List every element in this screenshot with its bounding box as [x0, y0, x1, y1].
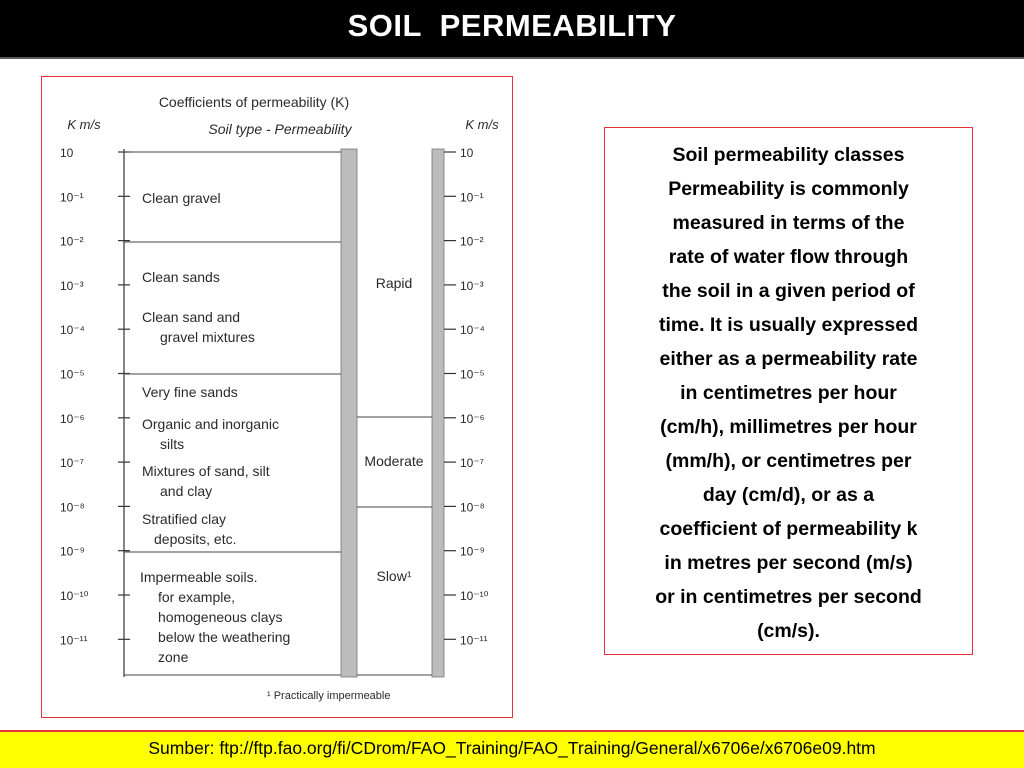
description-line: day (cm/d), or as a: [702, 484, 875, 506]
left-scale-label: 10⁻⁴: [60, 323, 85, 338]
left-scale: [60, 146, 130, 647]
description-line: in centimetres per hour: [680, 382, 897, 404]
right-scale: [444, 146, 489, 647]
right-scale-label: 10⁻⁸: [460, 500, 485, 515]
right-scale-label: 10⁻¹: [460, 190, 484, 205]
description-line: coefficient of permeability k: [659, 518, 918, 540]
description-line: (mm/h), or centimetres per: [665, 450, 912, 472]
left-scale-label: 10⁻²: [60, 234, 84, 249]
right-scale-label: 10⁻⁵: [460, 367, 485, 382]
description-line: or in centimetres per second: [655, 586, 922, 608]
left-scale-label: 10⁻¹: [60, 190, 84, 205]
soil-type-label: Clean sand and: [142, 309, 241, 325]
right-scale-label: 10: [460, 146, 474, 160]
description-line: Permeability is commonly: [668, 178, 909, 200]
right-scale-label: 10⁻⁴: [460, 323, 485, 338]
soil-type-label: deposits, etc.: [154, 531, 237, 547]
source-citation: Sumber: ftp://ftp.fao.org/fi/CDrom/FAO_Training/FAO_Training/General/x6706e/x6706e09.htm: [148, 738, 876, 758]
description-line: Soil permeability classes: [672, 144, 905, 166]
description-box: [604, 127, 973, 655]
description-line: time. It is usually expressed: [658, 314, 919, 336]
right-scale-label: 10⁻¹¹: [460, 633, 488, 648]
description-line: in metres per second (m/s): [664, 552, 913, 574]
soil-type-label: Very fine sands: [142, 384, 238, 400]
soil-type-label: Clean gravel: [142, 190, 221, 206]
right-scale-label: 10⁻⁹: [460, 544, 485, 559]
soil-type-label: below the weathering: [158, 629, 291, 645]
right-scale-label: 10⁻²: [460, 234, 484, 249]
description-line: the soil in a given period of: [662, 280, 915, 302]
left-scale-label: 10⁻¹¹: [60, 633, 88, 648]
right-axis-unit: K m/s: [465, 117, 499, 132]
grey-divider-bar: [341, 149, 357, 677]
soil-type-label: homogeneous clays: [158, 609, 283, 625]
soil-type-label: and clay: [160, 483, 213, 499]
description-line: (cm/h), millimetres per hour: [660, 416, 917, 438]
class-slow: Slow¹: [376, 568, 412, 584]
left-scale-label: 10⁻³: [60, 278, 84, 293]
footnote: ¹ Practically impermeable: [267, 690, 391, 702]
right-scale-label: 10⁻¹⁰: [460, 589, 489, 603]
soil-type-label: for example,: [158, 589, 236, 605]
description-line: measured in terms of the: [672, 212, 905, 234]
left-scale-label: 10⁻⁶: [60, 411, 85, 426]
right-scale-label: 10⁻³: [460, 278, 484, 293]
soil-type-label: gravel mixtures: [160, 329, 255, 345]
soil-type-labels: [140, 190, 290, 665]
left-scale-label: 10⁻⁸: [60, 500, 85, 515]
left-scale-label: 10⁻¹⁰: [60, 589, 89, 603]
right-scale-bar: [432, 149, 444, 677]
left-scale-label: 10: [60, 146, 74, 160]
permeability-diagram: [42, 77, 512, 717]
soil-type-label: zone: [158, 649, 189, 665]
left-scale-label: 10⁻⁷: [60, 456, 85, 471]
description-line: (cm/s).: [757, 620, 820, 642]
soil-type-label: Clean sands: [142, 269, 220, 285]
figure-title: Coefficients of permeability (K): [158, 94, 350, 110]
permeability-figure: [41, 76, 513, 718]
page-title: SOIL PERMEABILITY: [347, 8, 677, 43]
soil-type-label: silts: [160, 436, 185, 452]
left-axis-unit: K m/s: [67, 117, 101, 132]
soil-type-label: Impermeable soils.: [140, 569, 258, 585]
description-text: [613, 138, 964, 648]
left-scale-label: 10⁻⁵: [60, 367, 85, 382]
figure-subtitle: Soil type - Permeability: [208, 121, 352, 137]
class-moderate: Moderate: [364, 453, 424, 469]
right-scale-label: 10⁻⁷: [460, 456, 485, 471]
class-rapid: Rapid: [375, 275, 413, 291]
soil-type-label: Organic and inorganic: [142, 416, 279, 432]
title-bar: [0, 0, 1024, 59]
footer-bar: [0, 730, 1024, 768]
soil-type-label: Stratified clay: [142, 511, 227, 527]
description-line: either as a permeability rate: [659, 348, 918, 370]
soil-type-label: Mixtures of sand, silt: [142, 463, 270, 479]
right-scale-label: 10⁻⁶: [460, 411, 485, 426]
description-line: rate of water flow through: [668, 246, 909, 268]
left-scale-label: 10⁻⁹: [60, 544, 85, 559]
